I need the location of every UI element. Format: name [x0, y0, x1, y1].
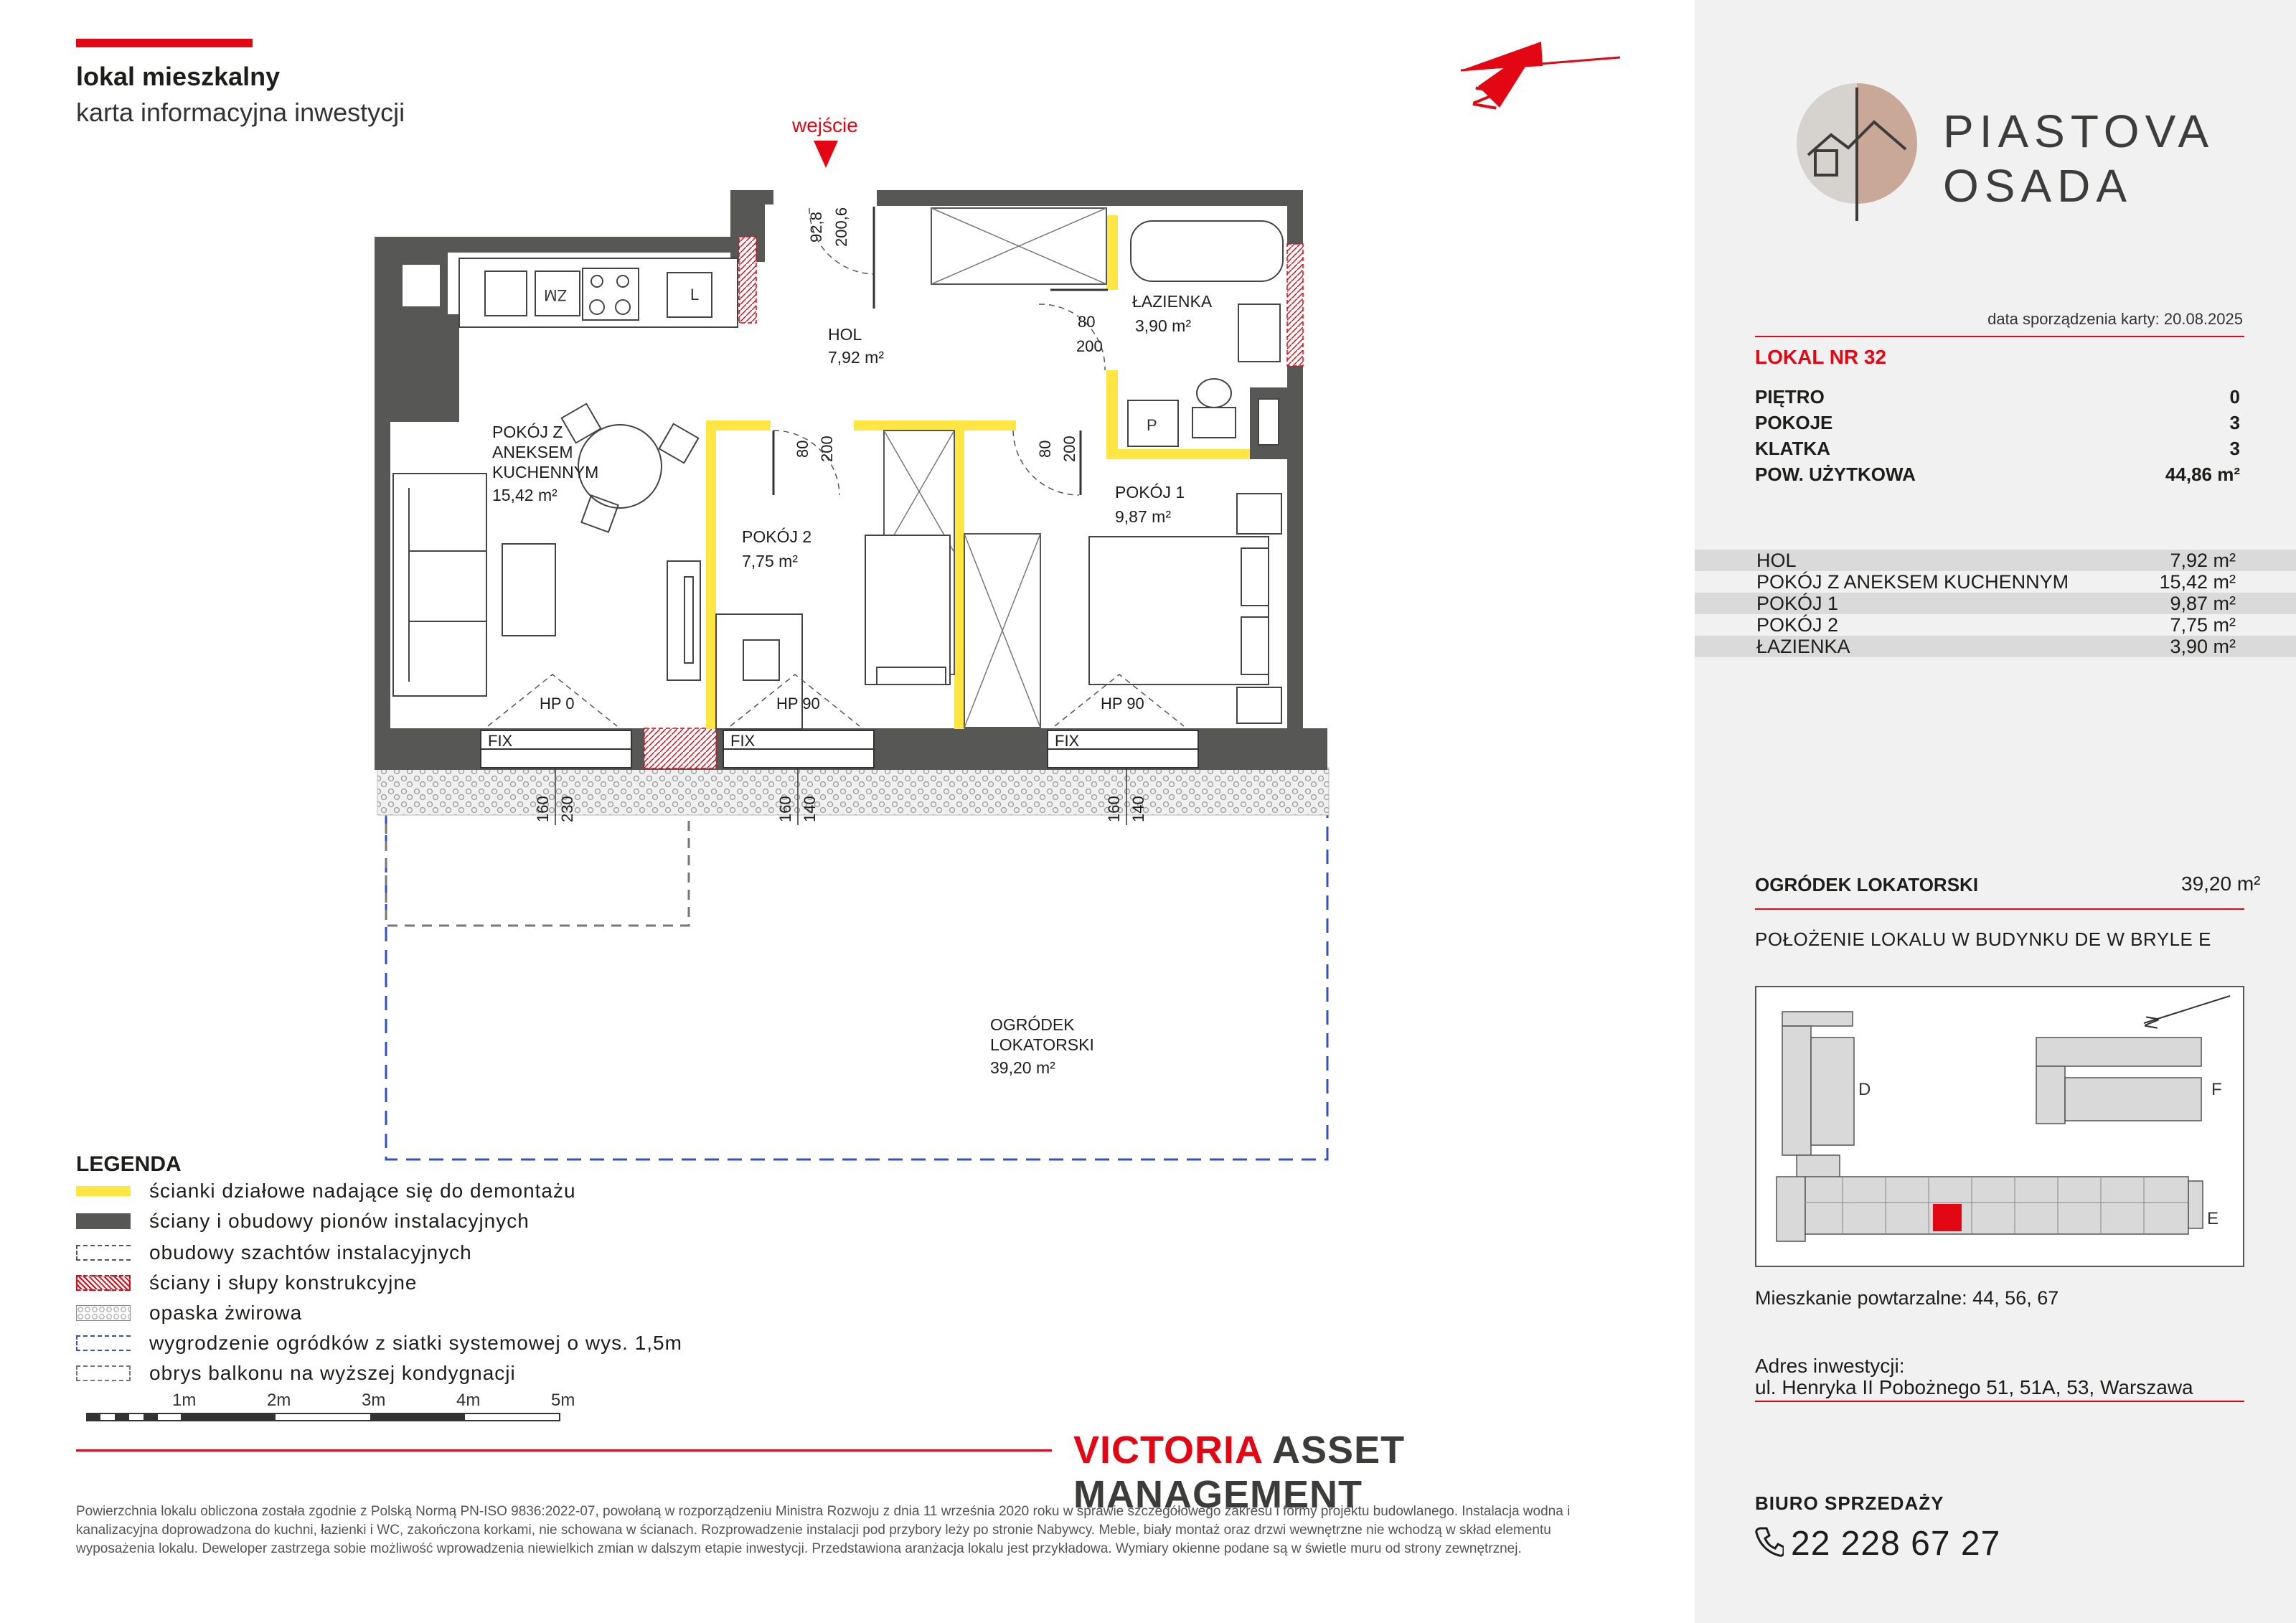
compass-letter: N: [1465, 83, 1508, 114]
brand-victoria: VICTORIA: [1073, 1429, 1263, 1472]
room-row: [1695, 593, 2296, 614]
sink-label: L: [690, 286, 700, 304]
room-aneks-name-1: POKÓJ Z: [492, 423, 563, 441]
legend-item: [76, 1207, 530, 1236]
windows: [481, 730, 1198, 768]
fix-label-a: FIX: [488, 732, 513, 750]
info-label: KLATKA: [1755, 438, 1830, 459]
legend-swatch-balcony: [76, 1365, 131, 1381]
info-value: 0: [2229, 386, 2240, 408]
hp-0-label: HP 0: [540, 695, 575, 712]
legend-swatch-yellow: [76, 1186, 131, 1196]
scale-label: 5m: [551, 1391, 575, 1410]
room-aneks-name-2: ANEKSEM: [492, 443, 573, 461]
dim-room2-h: 200: [818, 436, 836, 462]
info-value: 3: [2229, 412, 2240, 433]
room-row: [1695, 571, 2296, 593]
win1-dim-b: 230: [558, 796, 576, 822]
legend-item: [76, 1299, 302, 1327]
room-hol-name: HOL: [828, 325, 862, 344]
room-row: [1695, 550, 2296, 571]
info-row-staircase: [1755, 438, 2240, 464]
win2-dim-b: 140: [801, 796, 819, 822]
info-label: PIĘTRO: [1755, 386, 1825, 408]
room-value: 9,87 m²: [2170, 593, 2236, 614]
room-aneks-name-3: KUCHENNYM: [492, 463, 599, 481]
legend-item: [76, 1359, 516, 1388]
legend-label: ściany i obudowy pionów instalacyjnych: [149, 1210, 530, 1232]
room-aneks-area: 15,42 m²: [492, 486, 557, 504]
win2-dim-a: 160: [776, 796, 794, 822]
card-date: data sporządzenia karty: 20.08.2025: [1987, 310, 2243, 328]
legend-label: obrys balkonu na wyższej kondygnacji: [149, 1362, 516, 1384]
phone-icon: [1755, 1525, 1784, 1557]
dim-bath-w: 80: [1078, 313, 1096, 331]
win3-dim-a: 160: [1105, 796, 1123, 822]
room-value: 15,42 m²: [2159, 571, 2236, 593]
legend-swatch-gray: [76, 1213, 131, 1229]
dim-room2-w: 80: [794, 440, 811, 458]
legend-swatch-hatch: [76, 1275, 131, 1291]
brand-asset: ASSET MANAGEMENT: [1073, 1429, 1406, 1516]
room-label: POKÓJ 2: [1756, 614, 1839, 636]
legend-label: opaska żwirowa: [149, 1302, 303, 1324]
legend-swatch-shaft: [76, 1245, 131, 1261]
room-lazienka-area: 3,90 m²: [1135, 316, 1191, 335]
legend-swatch-fence: [76, 1335, 131, 1351]
garden-name-2: LOKATORSKI: [990, 1035, 1094, 1054]
divider-line: [76, 1449, 1052, 1452]
info-value: 44,86 m²: [2165, 464, 2240, 485]
garden-name-1: OGRÓDEK: [990, 1015, 1075, 1034]
room-pokoj2-area: 7,75 m²: [742, 552, 798, 570]
disclaimer: Powierzchnia lokalu obliczona została zgodnie z Polską Normą PN-ISO 9836:2022-07, powołaną w rozporządzeniu Ministra Rozwoju z dnia 11 września 2020 roku w sprawie szczegółowego zakresu i formy projektu budowlanego. Instalacja wodna i kanalizacyjna doprowadzona do kuchni, łazienki i WC, zakończona korkami, nie schowana w ścianach. Rozprowadzenie instalacji pod przybory leży po stronie Nabywcy. Meble, biały montaż oraz drzwi wewnętrzne nie wchodzą w skład elementu wyposażenia lokalu. Deweloper zastrzega sobie możliwość wprowadzenia niewielkich zmian w dalszym etapie inwestycji. Przedstawiona aranżacja lokalu jest przykładowa. Wymiary okienne podane są w świetle muru od strony zewnętrznej.: [76, 1504, 1571, 1556]
legend-label: wygrodzenie ogródków z siatki systemowej o wys. 1,5m: [149, 1332, 682, 1354]
entrance-arrow: [814, 141, 838, 168]
page-subtitle: karta informacyjna inwestycji: [76, 98, 405, 127]
fix-label-b: FIX: [730, 732, 756, 750]
legend-title: LEGENDA: [76, 1152, 182, 1176]
unit-number: LOKAL NR 32: [1755, 346, 1887, 368]
room-pokoj1-name: POKÓJ 1: [1115, 483, 1185, 502]
fix-label-c: FIX: [1055, 732, 1080, 750]
room-value: 3,90 m²: [2170, 636, 2236, 657]
divider-line: [1755, 336, 2244, 337]
room-row: [1695, 614, 2296, 636]
legend-label: obudowy szachtów instalacyjnych: [149, 1241, 472, 1264]
divider-line: [1755, 908, 2244, 910]
hp-90-label-b: HP 90: [1101, 695, 1144, 712]
garden-fence: [386, 789, 1327, 1159]
room-value: 7,75 m²: [2170, 614, 2236, 636]
room-value: 7,92 m²: [2170, 550, 2236, 571]
entrance-label: wejście: [792, 114, 858, 136]
scale-label: 1m: [172, 1391, 197, 1410]
dim-room1-h: 200: [1060, 436, 1078, 462]
repeat-units: Mieszkanie powtarzalne: 44, 56, 67: [1755, 1287, 2059, 1309]
room-label: POKÓJ 1: [1756, 593, 1839, 614]
info-label: POW. UŻYTKOWA: [1755, 464, 1916, 485]
legend-label: ściany i słupy konstrukcyjne: [149, 1271, 418, 1294]
shaft-label: P: [1147, 416, 1157, 434]
washer-label: ZM: [544, 286, 567, 304]
scale-label: 3m: [362, 1391, 386, 1410]
phone-number[interactable]: 22 228 67 27: [1791, 1525, 2001, 1563]
scale-label: 4m: [456, 1391, 481, 1410]
room-hol-area: 7,92 m²: [828, 348, 884, 367]
key-plan-drawing: [1756, 987, 2243, 1266]
page-title: lokal mieszkalny: [76, 62, 281, 91]
garden-label: OGRÓDEK LOKATORSKI: [1755, 874, 1979, 895]
brand-piastova: PIASTOVA: [1943, 105, 2215, 157]
sales-office-label: BIURO SPRZEDAŻY: [1755, 1492, 1944, 1514]
legend-item: [76, 1329, 682, 1358]
legend-item: [76, 1238, 472, 1267]
win1-dim-a: 160: [534, 796, 552, 822]
info-value: 3: [2229, 438, 2240, 459]
hp-90-label-a: HP 90: [776, 695, 820, 712]
brand-osada: OSADA: [1943, 160, 2133, 212]
keyplan-label-d: D: [1858, 1080, 1871, 1099]
info-row-floor: [1755, 386, 2240, 412]
keyplan-north-letter: N: [2140, 1014, 2164, 1031]
info-label: POKOJE: [1755, 412, 1833, 433]
scale-bar: [86, 1411, 581, 1426]
room-label: ŁAZIENKA: [1756, 636, 1850, 657]
dim-entry-w: 92,8: [807, 212, 825, 243]
room-label: POKÓJ Z ANEKSEM KUCHENNYM: [1756, 571, 2069, 593]
win3-dim-b: 140: [1129, 796, 1147, 822]
dim-room1-w: 80: [1036, 440, 1054, 458]
compass-arrow: [1461, 42, 1620, 113]
legend-swatch-gravel: [76, 1305, 131, 1321]
room-lazienka-name: ŁAZIENKA: [1132, 292, 1213, 311]
info-row-area: [1755, 464, 2240, 489]
legend-item: [76, 1269, 417, 1297]
divider-line: [1755, 1401, 2244, 1402]
room-pokoj2-name: POKÓJ 2: [742, 527, 812, 546]
legend-label: ścianki działowe nadające się do demontażu: [149, 1180, 576, 1202]
garden-value: 39,20 m²: [2181, 872, 2261, 895]
scale-label: 2m: [267, 1391, 291, 1410]
location-heading: POŁOŻENIE LOKALU W BUDYNKU DE W BRYLE E: [1755, 928, 2211, 950]
piastova-logo-icon: [1794, 80, 1920, 221]
keyplan-label-e: E: [2207, 1209, 2219, 1228]
address-label: Adres inwestycji:: [1755, 1355, 1905, 1377]
key-plan: [1755, 986, 2244, 1267]
info-row-rooms: [1755, 412, 2240, 438]
keyplan-label-f: F: [2211, 1080, 2222, 1099]
room-row: [1695, 636, 2296, 657]
gravel-strip: [377, 768, 1329, 815]
legend-item: [76, 1177, 576, 1205]
garden-area: 39,20 m²: [990, 1058, 1055, 1077]
address-value: ul. Henryka II Pobożnego 51, 51A, 53, Warszawa: [1755, 1376, 2193, 1398]
room-pokoj1-area: 9,87 m²: [1115, 507, 1171, 526]
dim-bath-h: 200: [1076, 337, 1103, 355]
unit-highlight: [1933, 1204, 1962, 1231]
room-label: HOL: [1756, 550, 1797, 571]
dim-entry-h: 200,6: [832, 207, 850, 247]
